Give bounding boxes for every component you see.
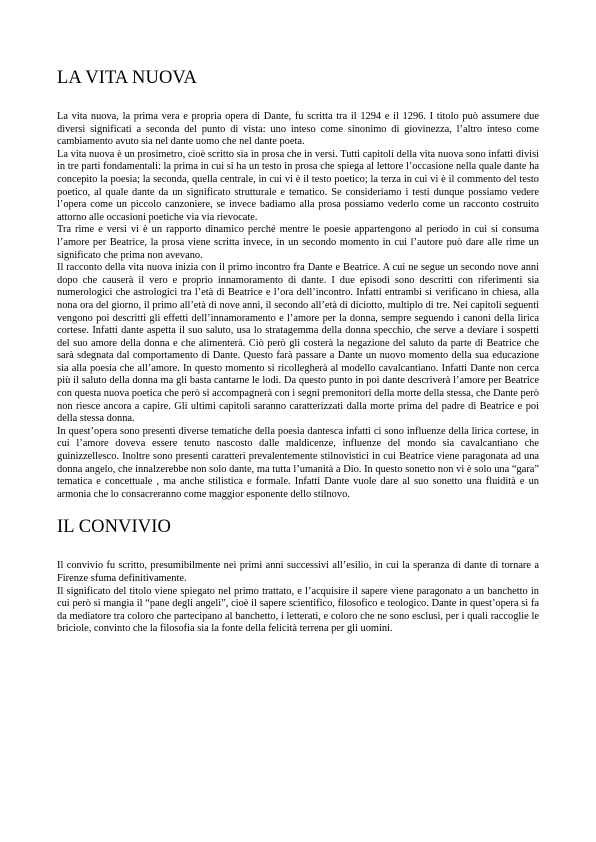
section-body-vita-nuova [57,111,539,501]
paragraph: La vita nuova è un prosimetro, cioè scritto sia in prosa che in versi. Tutti capitoli della vita nuova sono infatti divisi in tre parti fondamentali: la prima in cui si ha un testo in prosa che spiega al lettore l’occasione nella quale dante ha concepito la poesia; la seconda, quella centrale, in cui vi è il testo poetico; la terza in cui vi è il commento del testo poetico, al quale dante da un significato strutturale e tematico. Se consideriamo i testi dunque possiamo vedere l’opera come un piccolo canzoniere, se invece badiamo alla prosa possiamo vederlo come un racconto costruito attorno alle occasioni poetiche via via rievocate. [57,148,539,223]
section-title-convivio: IL CONVIVIO [57,517,171,538]
paragraph: Il significato del titolo viene spiegato nel primo trattato, e l’acquisire il sapere viene paragonato a un banchetto in cui però si mangia il “pane degli angeli”, cioè il sapere scientifico, filosofico e teologico. Dante in quest’opera si fa da mediatore tra coloro che partecipano al banchetto, i letterati, e coloro che ne sono esclusi, per i quali raccoglie le briciole, convinto che la filosofia sia la fonte della felicità terrena per gli uomini. [57,585,539,635]
section-title-vita-nuova: LA VITA NUOVA [57,68,197,88]
paragraph: La vita nuova, la prima vera e propria opera di Dante, fu scritta tra il 1294 e il 1296. I titolo può assumere due diversi significati a seconda del punto di vista: uno inteso come sinonimo di giovinezza, l’altro inteso come cambiamento avuto sia nel dante uomo che nel dante poeta. [57,111,539,148]
section-body-convivio [57,560,539,636]
document-content [57,66,539,636]
paragraph: Il racconto della vita nuova inizia con il primo incontro fra Dante e Beatrice. A cui ne segue un secondo nove anni dopo che causerà il vero e proprio innamoramento di dante. I due episodi sono descritti con riferimenti sia numerologici che astrologici tra l’età di Beatrice e l’ora dell’incontro. Infatti entrambi si verificano in chiesa, alla nona ora del giorno, il primo all’età di nove anni, il secondo all’età di diciotto, multiplo di tre. Nei capitoli seguenti vengono poi descritti gli effetti dell’innamoramento e l’amore per la donna, sempre seguendo i canoni della lirica cortese. Infatti dante aspetta il suo saluto, usa lo stratagemma della donna specchio, che serve a deviare i sospetti del suo amore della donna e che alimenterà. Ciò però gli costerà la negazione del saluto da parte di Beatrice che sarà sdegnata dal comportamento di Dante. Questo farà passare a Dante un nuovo momento della sua educazione sia alla poesia che all’amore. In questo momento si ricollegherà al modello cavalcantiano. Infatti Dante non cerca più il saluto della donna ma gli basta cantarne le lodi. Da questo punto in poi dante descriverà l’amore per Beatrice con questa nuova poetica che però si accompagnerà con i segni premonitori della morte della stessa, che Dante però non riesce ancora a capire. Gli ultimi capitoli saranno caratterizzati dalla morte prima del padre di Beatrice e poi della stessa donna. [57,262,539,425]
paragraph: Tra rime e versi vi è un rapporto dinamico perché mentre le poesie appartengono al periodo in cui si consuma l’amore per Beatrice, la prosa viene scritta invece, in un secondo momento in cui l’autore può dare alle rime un significato che prima non avevano. [57,224,539,261]
paragraph: Il convivio fu scritto, presumibilmente nei primi anni successivi all’esilio, in cui la speranza di dante di tornare a Firenze sfuma definitivamente. [57,560,539,584]
paragraph: In quest’opera sono presenti diverse tematiche della poesia dantesca infatti ci sono influenze della lirica cortese, in cui l’amore doveva essere tenuto nascosto dalle maldicenze, influenze del mondo sia cavalcantiano che guinizzellesco. Inoltre sono presenti caratteri prevalentemente stilnovistici in cui Beatrice viene paragonata ad una donna angelo, che innalzerebbe non solo dante, ma tutta l’umanità a Dio. In questo sonetto non vi è solo una “gara” tematica e concettuale , ma anche stilistica e formale. Infatti Dante vuole dare al suo sonetto una fluidità e un armonia che lo consacreranno come maggior esponente dello stilnovo. [57,425,539,500]
